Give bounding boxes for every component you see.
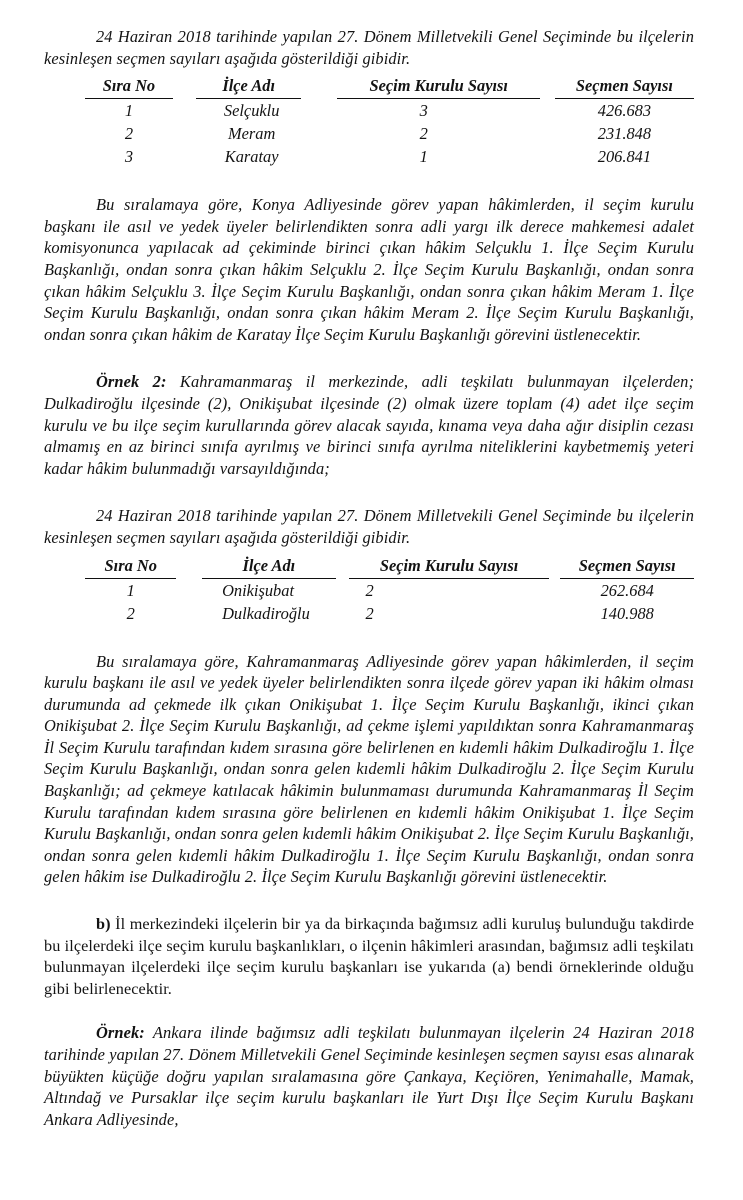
cell-ilce-adi: Meram <box>228 124 276 144</box>
cell-ilce-adi: Karatay <box>224 147 279 167</box>
table-kahramanmaras-voter-counts <box>85 555 694 625</box>
cell-ilce-adi: Dulkadiroğlu <box>222 603 310 623</box>
cell-gap <box>540 122 554 145</box>
column-header-sira-no: Sıra No <box>85 75 173 99</box>
cell-gap <box>540 145 554 168</box>
table-row <box>85 122 694 145</box>
column-header-ilce-adi: İlçe Adı <box>196 75 301 99</box>
cell-secmen-sayisi: 140.988 <box>600 603 654 623</box>
paragraph-intro-1: 24 Haziran 2018 tarihinde yapılan 27. Dönem Milletvekili Genel Seçiminde bu ilçelerin kesinleşen seçmen sayıları aşağıda gösterildiği gibidir. <box>44 27 694 68</box>
document-content <box>44 26 694 1130</box>
column-gap <box>173 75 196 99</box>
cell-sira-no: 2 <box>126 603 135 623</box>
cell-gap <box>549 578 561 602</box>
cell-gap <box>176 578 202 602</box>
cell-secim-kurulu-sayisi: 3 <box>419 101 428 121</box>
table-row <box>85 578 694 602</box>
paragraph-ornek-ankara <box>44 1022 694 1130</box>
cell-gap <box>336 602 350 625</box>
paragraph-item-b <box>44 914 694 1000</box>
cell-gap <box>301 122 337 145</box>
cell-gap <box>301 99 337 123</box>
column-header-secim-kurulu-sayisi: Seçim Kurulu Sayısı <box>349 555 548 579</box>
cell-secmen-sayisi: 206.841 <box>597 147 652 167</box>
column-gap <box>540 75 554 99</box>
column-gap <box>336 555 350 579</box>
paragraph-kahramanmaras-ordering: Bu sıralamaya göre, Kahramanmaraş Adliyesinde görev yapan hâkimlerden, il seçim kurulu başkanı ile asıl ve yedek üyeler belirlendikten sonra ilçede görev yapan iki hâkim olması durumunda ad çekmede ilk çıkan Onikişubat 1. İlçe Seçim Kurulu Başkanlığı, ikinci çıkan Onikişubat 2. İlçe Seçim Kurulu Başkanlığı, ad çekme işlemi yapıldıktan sonra Kahramanmaraş İl Seçim Kurulu tarafından kıdem sırasına göre belirlenen en kıdemli hâkim Dulkadiroğlu 1. İlçe Seçim Kurulu Başkanlığı, ondan sonra gelen kıdemli hâkim Dulkadiroğlu 2. İlçe Seçim Kurulu Başkanlığı; ad çekmeye katılacak hâkimin bulunmaması durumunda Kahramanmaraş İl Seçim Kurulu tarafından kıdem sırasına göre belirlenen en kıdemli hâkim Onikişubat 1. İlçe Seçim Kurulu Başkanlığı, ondan sonra gelen kıdemli hâkim Onikişubat 2. İlçe Seçim Kurulu Başkanlığı, ondan sonra gelen kıdemli hâkim Dulkadiroğlu 1. İlçe Seçim Kurulu Başkanlığı, ondan sonra gelen hâkim ise Dulkadiroğlu 2. İlçe Seçim Kurulu Başkanlığı görevini üstlenecektir. <box>44 651 694 887</box>
table-row <box>85 99 694 123</box>
cell-secmen-sayisi: 231.848 <box>597 124 652 144</box>
item-b-label: b) <box>96 915 111 934</box>
ornek-label: Örnek: <box>96 1023 145 1043</box>
table-row <box>85 602 694 625</box>
ornek-2-label: Örnek 2: <box>96 372 167 392</box>
cell-gap <box>173 145 196 168</box>
cell-gap <box>336 578 350 602</box>
cell-sira-no: 2 <box>124 124 134 144</box>
cell-secmen-sayisi: 426.683 <box>597 101 652 121</box>
ornek-2-text: Kahramanmaraş il merkezinde, adli teşkilatı bulunmayan ilçelerden; Dulkadiroğlu ilçesinde (2), Onikişubat ilçesinde (2) olmak üzere toplam (4) adet ilçe seçim kurulu ve bu ilçe seçim kurullarında görev alacak sayıda, kınama veya daha ağır disiplin cezası almamış en az birinci sınıfa ayrılmış ve birinci sınıfa ayrılma niteliklerini kaybetmemiş yeteri kadar hâkim bulunmadığı varsayıldığında; <box>44 372 694 478</box>
cell-secim-kurulu-sayisi: 2 <box>365 603 374 623</box>
cell-gap <box>301 145 337 168</box>
column-header-secim-kurulu-sayisi: Seçim Kurulu Sayısı <box>337 75 540 99</box>
column-gap <box>549 555 561 579</box>
cell-gap <box>549 602 561 625</box>
cell-gap <box>540 99 554 123</box>
table-row <box>85 145 694 168</box>
cell-sira-no: 1 <box>124 101 134 121</box>
column-header-ilce-adi: İlçe Adı <box>202 555 336 579</box>
cell-gap <box>173 122 196 145</box>
table-header-row <box>85 555 694 579</box>
paragraph-ornek-2 <box>44 371 694 479</box>
cell-ilce-adi: Selçuklu <box>223 101 280 121</box>
column-gap <box>301 75 337 99</box>
cell-secim-kurulu-sayisi: 2 <box>365 580 374 600</box>
column-header-sira-no: Sıra No <box>85 555 176 579</box>
cell-secim-kurulu-sayisi: 1 <box>419 147 428 167</box>
cell-ilce-adi: Onikişubat <box>222 580 294 600</box>
cell-gap <box>173 99 196 123</box>
column-gap <box>176 555 202 579</box>
ornek-text: Ankara ilinde bağımsız adli teşkilatı bulunmayan ilçelerin 24 Haziran 2018 tarihinde yapılan 27. Dönem Milletvekili Genel Seçiminde kesinleşen seçmen sayısı esas alınarak büyükten küçüğe doğru yapılan sıralamasına göre Çankaya, Keçiören, Yenimahalle, Mamak, Altındağ ve Pursaklar ilçe seçim kurulu başkanları ile Yurt Dışı İlçe Seçim Kurulu Başkanı Ankara Adliyesinde, <box>44 1023 694 1129</box>
cell-secim-kurulu-sayisi: 2 <box>419 124 428 144</box>
paragraph-intro-2: 24 Haziran 2018 tarihinde yapılan 27. Dönem Milletvekili Genel Seçiminde bu ilçelerin kesinleşen seçmen sayıları aşağıda gösterildiği gibidir. <box>44 506 694 547</box>
item-b-text: İl merkezindeki ilçelerin bir ya da birkaçında bağımsız adli kuruluş bulunduğu takdirde bu ilçelerdeki ilçe seçim kurulu başkanlıkları, o ilçenin hâkimleri arasından, bağımsız adli teşkilatı bulunmayan ilçelerdeki ilçe seçim kurulu başkanları ise yukarıda (a) bendi örneklerinde olduğu gibi belirlenecektir. <box>44 915 694 998</box>
cell-secmen-sayisi: 262.684 <box>600 580 654 600</box>
table-konya-voter-counts <box>85 75 694 168</box>
paragraph-konya-ordering: Bu sıralamaya göre, Konya Adliyesinde görev yapan hâkimlerden, il seçim kurulu başkanı ile asıl ve yedek üyeler belirlendikten sonra adli yargı ilk derece mahkemesi adalet komisyonunca yapılacak ad çekiminde birinci çıkan hâkim Selçuklu 1. İlçe Seçim Kurulu Başkanlığı, ondan sonra çıkan hâkim Selçuklu 2. İlçe Seçim Kurulu Başkanlığı, ondan sonra çıkan hâkim Selçuklu 3. İlçe Seçim Kurulu Başkanlığı, ondan sonra çıkan hâkim Meram 1. İlçe Seçim Kurulu Başkanlığı, ondan sonra çıkan hâkim Meram 2. İlçe Seçim Kurulu Başkanlığı, ondan sonra çıkan hâkim de Karatay İlçe Seçim Kurulu Başkanlığı görevini üstlenecektir. <box>44 195 694 344</box>
table-header-row <box>85 75 694 99</box>
column-header-secmen-sayisi: Seçmen Sayısı <box>560 555 694 579</box>
cell-sira-no: 1 <box>126 580 135 600</box>
column-header-secmen-sayisi: Seçmen Sayısı <box>555 75 694 99</box>
cell-sira-no: 3 <box>124 147 134 167</box>
cell-gap <box>176 602 202 625</box>
